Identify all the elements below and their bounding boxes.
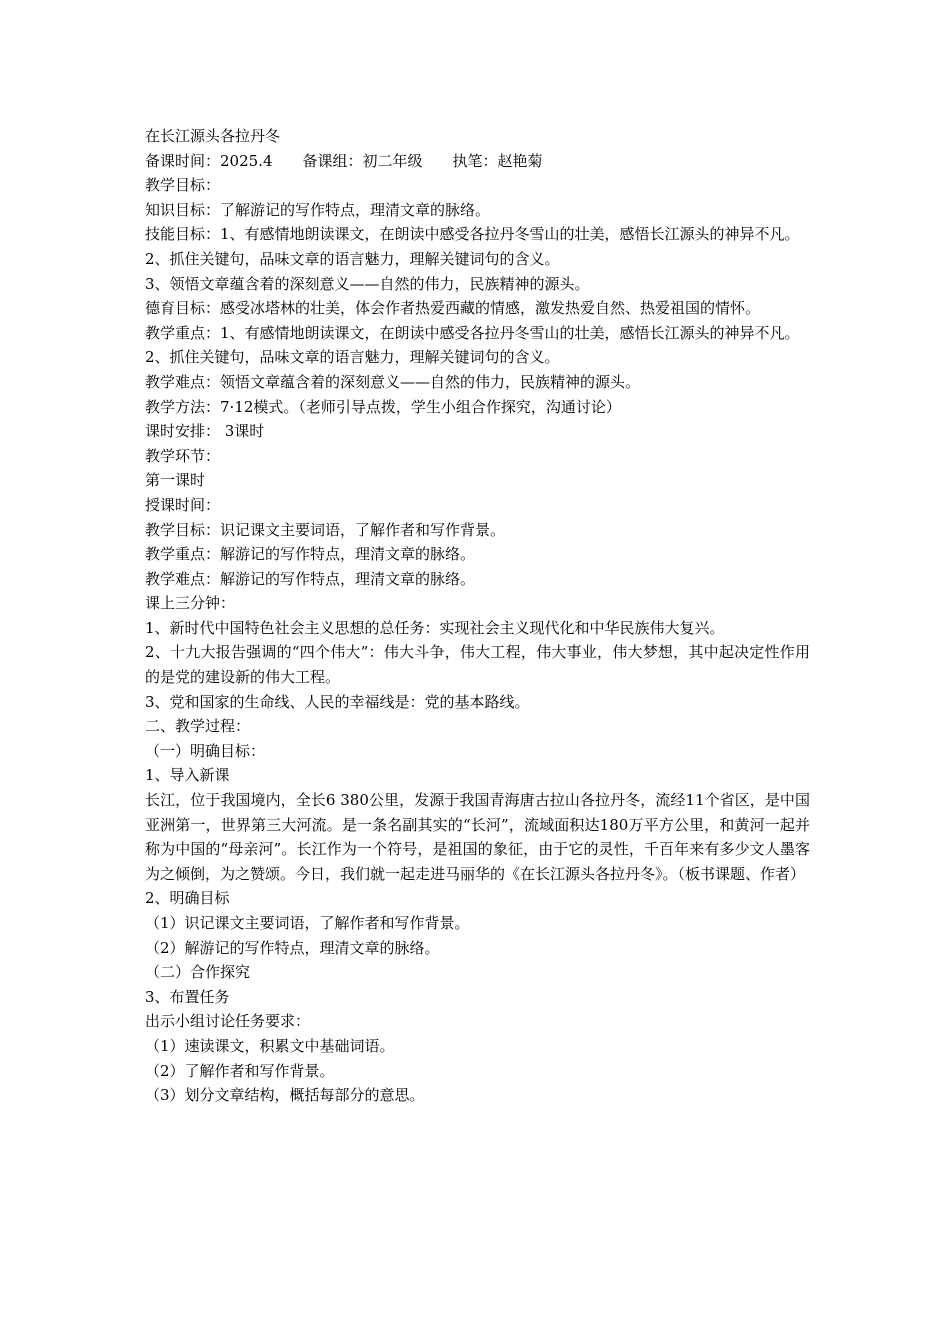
text-line: 教学重点：解游记的写作特点，理清文章的脉络。 [145, 545, 476, 564]
text-line: 2、明确目标 [145, 889, 230, 908]
text-line: 教学方法：7·12模式。（老师引导点拨，学生小组合作探究，沟通讨论） [145, 397, 621, 416]
text-line: 教学难点：解游记的写作特点，理清文章的脉络。 [145, 569, 476, 588]
text-line: 2、抓住关键句，品味文章的语言魅力，理解关键词句的含义。 [145, 249, 560, 268]
text-line: 2、抓住关键句，品味文章的语言魅力，理解关键词句的含义。 [145, 348, 560, 367]
text-line: （1）识记课文主要词语，了解作者和写作背景。 [145, 914, 470, 932]
text-line: 教学环节： [145, 446, 221, 465]
text-paragraph: 长江，位于我国境内，全长6 380公里，发源于我国青海唐古拉山各拉丹冬，流经11个省区，是中国亚洲第一，世界第三大河流。是一条名副其实的“长河”，流域面积达180万平方公里，和黄河一起并称为中国的“母亲河”。长江作为一个符号，是祖国的象征，由于它的灵性，千百年来有多少文人墨客为之倾倒，为之赞颂。今日，我们就一起走进马丽华的《在长江源头各拉丹冬》。（板书课题、作者） [145, 791, 810, 883]
text-line: 3、领悟文章蕴含着的深刻意义——自然的伟力，民族精神的源头。 [145, 274, 590, 293]
text-line: 二、教学过程： [145, 717, 251, 736]
text-line: （一）明确目标： [145, 741, 266, 760]
text-paragraph: 德育目标：感受冰塔林的壮美，体会作者热爱西藏的情感，激发热爱自然、热爱祖国的情怀。 [145, 299, 761, 318]
text-line: 授课时间： [145, 495, 221, 514]
document-page [145, 124, 810, 1108]
text-line: （3）划分文章结构，概括每部分的意思。 [145, 1086, 425, 1105]
text-line: 3、党和国家的生命线、人民的幸福线是：党的基本路线。 [145, 692, 530, 711]
text-line: 知识目标：了解游记的写作特点，理清文章的脉络。 [145, 200, 491, 219]
text-line: 教学难点：领悟文章蕴含着的深刻意义——自然的伟力，民族精神的源头。 [145, 372, 641, 391]
text-line: （2）了解作者和写作背景。 [145, 1061, 335, 1080]
text-line: 课时安排： 3课时 [145, 422, 265, 441]
text-line: （2）解游记的写作特点，理清文章的脉络。 [145, 938, 440, 957]
text-line: 出示小组讨论任务要求： [145, 1012, 311, 1031]
text-paragraph: 教学重点：1、有感情地朗读课文，在朗读中感受各拉丹冬雪山的壮美，感悟长江源头的神异不凡。 [145, 323, 800, 342]
text-paragraph: 技能目标：1、有感情地朗读课文，在朗读中感受各拉丹冬雪山的壮美，感悟长江源头的神异不凡。 [145, 225, 800, 244]
text-line: （二）合作探究 [145, 963, 251, 982]
text-line: 课上三分钟： [145, 594, 236, 613]
text-line: 教学目标：识记课文主要词语，了解作者和写作背景。 [145, 520, 506, 539]
text-line: 1、新时代中国特色社会主义思想的总任务：实现社会主义现代化和中华民族伟大复兴。 [145, 618, 725, 637]
text-line: （1）速读课文，积累文中基础词语。 [145, 1036, 395, 1055]
text-paragraph: 2、十九大报告强调的“四个伟大”：伟大斗争，伟大工程，伟大事业，伟大梦想，其中起决定性作用的是党的建设新的伟大工程。 [145, 643, 810, 687]
text-line: 教学目标： [145, 176, 221, 195]
text-line: 1、导入新课 [145, 766, 230, 785]
text-line: 3、布置任务 [145, 987, 230, 1006]
meta-line: 备课时间：2025.4 备课组：初二年级 执笔：赵艳菊 [145, 151, 543, 170]
text-line: 第一课时 [145, 471, 206, 490]
document-title: 在长江源头各拉丹冬 [145, 127, 281, 145]
